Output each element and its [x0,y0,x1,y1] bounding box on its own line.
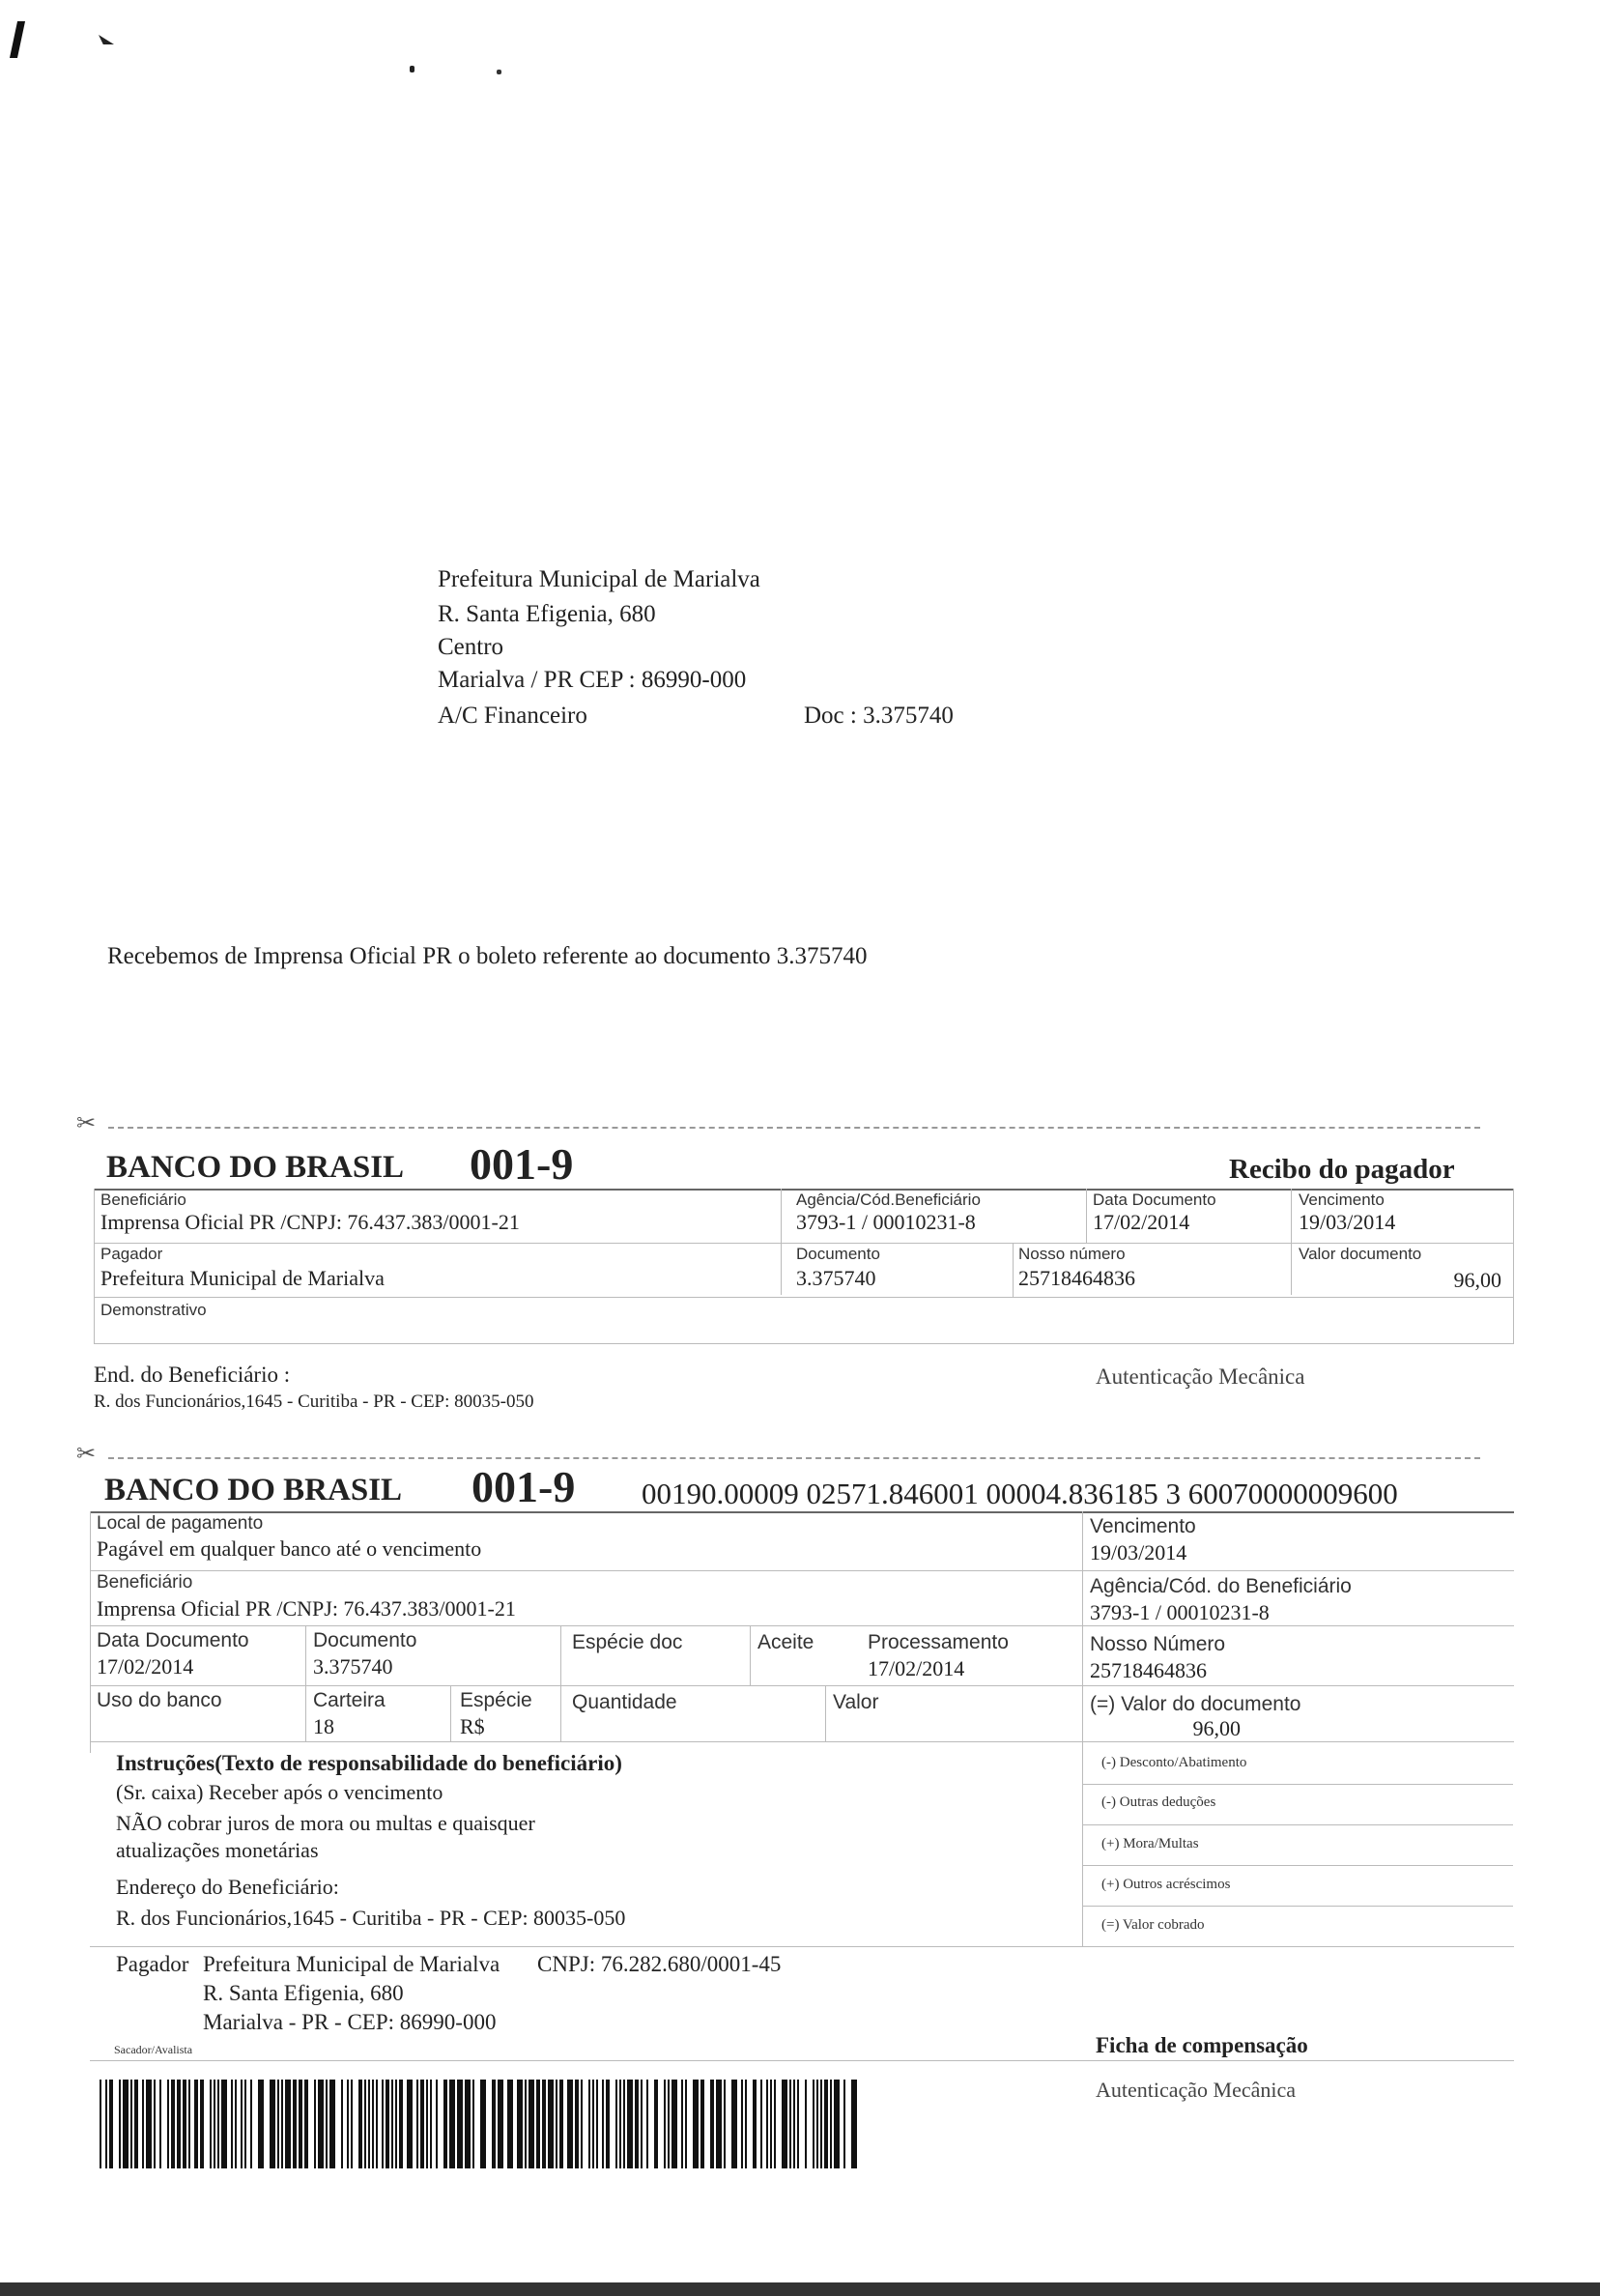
divider [90,2060,1514,2061]
address-district: Centro [438,634,504,660]
divider [90,1625,1514,1626]
barcode-bar [606,2080,610,2168]
vencimento-value: 19/03/2014 [1299,1210,1396,1234]
barcode-bar [304,2080,308,2168]
barcode-bar [492,2080,496,2168]
pagador-cnpj: CNPJ: 76.282.680/0001-45 [537,1952,782,1976]
divider [1082,1865,1513,1866]
barcode-bar [270,2080,275,2168]
barcode-bar [100,2080,101,2168]
address-city: Marialva / PR CEP : 86990-000 [438,667,747,693]
barcode-bar [329,2080,335,2168]
barcode-bar [548,2080,554,2168]
barcode-bar [472,2080,474,2168]
scissors-icon: ✂ [76,1109,97,1136]
sacador-label: Sacador/Avalista [114,2043,193,2056]
barcode-bar [217,2080,219,2168]
agencia-label: Agência/Cód. do Beneficiário [1090,1575,1352,1597]
barcode-bar [194,2080,198,2168]
barcode-bar [277,2080,279,2168]
cut-line [108,1127,1480,1129]
scan-edge [0,2282,1600,2296]
barcode-bar [824,2080,828,2168]
barcode-bar [556,2080,557,2168]
barcode-bar [443,2080,447,2168]
bank-code: 001-9 [471,1462,576,1511]
barcode-bar [109,2080,113,2168]
barcode-bar [641,2080,643,2168]
barcode-bar [399,2080,403,2168]
barcode-bar [623,2080,625,2168]
divider [750,1625,751,1685]
address-doc: Doc : 3.375740 [804,703,954,729]
divider [1513,1189,1514,1343]
barcode-bar [426,2080,428,2168]
barcode-bar [745,2080,747,2168]
barcode-bar [368,2080,370,2168]
barcode-bar [774,2080,776,2168]
barcode-bar [235,2080,237,2168]
carteira-label: Carteira [313,1689,386,1711]
barcode-bar [299,2080,302,2168]
agencia-value: 3793-1 / 00010231-8 [796,1210,976,1234]
barcode-bar [351,2080,353,2168]
data-doc-label: Data Documento [97,1629,249,1651]
quantidade-label: Quantidade [572,1691,677,1713]
pagador-street: R. Santa Efigenia, 680 [203,1981,404,2005]
barcode-bar [789,2080,791,2168]
barcode-bar [793,2080,795,2168]
barcode-bar [130,2080,132,2168]
endereco-label: Endereço do Beneficiário: [116,1875,339,1899]
barcode-bar [851,2080,857,2168]
autenticacao-mecanica: Autenticação Mecânica [1096,1364,1305,1389]
divider [1291,1189,1292,1295]
barcode-bar [449,2080,455,2168]
divider [90,1946,1514,1947]
documento-value: 3.375740 [796,1266,876,1290]
barcode-bar [480,2080,486,2168]
barcode-bar [281,2080,283,2168]
side-item-outros-acrescimos: (+) Outros acréscimos [1101,1877,1231,1892]
barcode-bar [805,2080,807,2168]
barcode-bar [241,2080,243,2168]
barcode-bar [358,2080,362,2168]
barcode-bar [177,2080,181,2168]
barcode-bar [214,2080,215,2168]
barcode-bar [167,2080,169,2168]
demonstrativo-label: Demonstrativo [100,1301,207,1319]
barcode-bar [724,2080,726,2168]
barcode-bar [420,2080,424,2168]
nosso-numero-label: Nosso Número [1090,1633,1226,1655]
processamento-label: Processamento [868,1631,1009,1653]
divider [450,1685,451,1741]
data-doc-label: Data Documento [1093,1191,1216,1209]
documento-label: Documento [796,1245,880,1263]
scissors-icon: ✂ [76,1440,97,1467]
divider [781,1189,782,1295]
instrucoes-line: (Sr. caixa) Receber após o vencimento [116,1780,443,1804]
barcode-bar [646,2080,648,2168]
address-street: R. Santa Efigenia, 680 [438,601,656,627]
barcode-bar [615,2080,617,2168]
divider [1082,1824,1513,1825]
barcode-bar [183,2080,186,2168]
barcode-bar [716,2080,722,2168]
barcode-bar [602,2080,604,2168]
local-pagamento-label: Local de pagamento [97,1513,264,1534]
barcode-bar [596,2080,598,2168]
barcode-bar [382,2080,384,2168]
barcode-bar [188,2080,190,2168]
barcode-bar [671,2080,677,2168]
side-item-valor-cobrado: (=) Valor cobrado [1101,1917,1205,1933]
barcode-bar [457,2080,463,2168]
nosso-numero-value: 25718464836 [1018,1266,1135,1290]
barcode-bar [293,2080,297,2168]
barcode-bar [529,2080,534,2168]
barcode-bar [627,2080,633,2168]
divider [90,1570,1514,1571]
valor-label: Valor documento [1299,1245,1422,1263]
vencimento-value: 19/03/2014 [1090,1540,1187,1564]
divider [94,1243,1514,1244]
barcode-bar [559,2080,563,2168]
barcode-bar [760,2080,762,2168]
barcode-bar [782,2080,787,2168]
address-name: Prefeitura Municipal de Marialva [438,566,760,592]
barcode-bar [105,2080,107,2168]
barcode-bar [341,2080,343,2168]
bank-name: BANCO DO BRASIL [106,1150,405,1185]
barcode-bar [581,2080,583,2168]
linha-digitavel[interactable]: 00190.00009 02571.846001 00004.836185 3 60070000009600 [642,1477,1398,1510]
end-beneficiario-label: End. do Beneficiário : [94,1363,291,1387]
barcode-bar [372,2080,374,2168]
barcode-bar [250,2080,252,2168]
bank-name: BANCO DO BRASIL [104,1473,403,1507]
barcode-bar [685,2080,687,2168]
divider [90,1511,1514,1513]
instrucoes-line: NÃO cobrar juros de mora ou multas e quaisquer [116,1811,535,1835]
pagador-label: Pagador [116,1952,189,1976]
valor-documento-label: (=) Valor do documento [1090,1693,1301,1715]
divider [90,1511,91,1753]
barcode-bar [575,2080,579,2168]
beneficiario-label: Beneficiário [97,1572,193,1593]
barcode-bar [386,2080,389,2168]
processamento-value: 17/02/2014 [868,1656,965,1680]
pagador-city: Marialva - PR - CEP: 86990-000 [203,2010,497,2034]
beneficiario-label: Beneficiário [100,1191,186,1209]
barcode-bar [753,2080,757,2168]
endereco-value: R. dos Funcionários,1645 - Curitiba - PR - CEP: 80035-050 [116,1906,626,1930]
barcode-bar [525,2080,527,2168]
divider [1082,1906,1513,1907]
barcode-bar [221,2080,227,2168]
barcode-bar [314,2080,316,2168]
pagador-label: Pagador [100,1245,163,1263]
divider [94,1189,95,1343]
especie-label: Espécie [460,1689,532,1711]
barcode-bar [592,2080,594,2168]
valor-label: Valor [833,1691,879,1713]
nosso-numero-value: 25718464836 [1090,1658,1207,1682]
beneficiario-value: Imprensa Oficial PR /CNPJ: 76.437.383/0001-21 [100,1210,520,1234]
barcode-bar [567,2080,573,2168]
data-doc-value: 17/02/2014 [1093,1210,1190,1234]
barcode-bar [816,2080,818,2168]
barcode-bar [507,2080,513,2168]
barcode-bar [693,2080,699,2168]
barcode-bar [770,2080,772,2168]
aceite-label: Aceite [757,1631,814,1653]
barcode-bar [430,2080,432,2168]
barcode-bar [244,2080,246,2168]
vencimento-label: Vencimento [1090,1515,1196,1537]
especie-doc-label: Espécie doc [572,1631,683,1653]
address-attn: A/C Financeiro [438,703,587,729]
barcode-bar [326,2080,328,2168]
barcode-bar [119,2080,121,2168]
barcode-bar [766,2080,768,2168]
barcode-bar [123,2080,129,2168]
barcode-bar [146,2080,152,2168]
scan-mark [410,66,414,72]
barcode-bar [210,2080,212,2168]
scan-mark [99,35,114,44]
barcode-bar [465,2080,471,2168]
barcode-bar [635,2080,639,2168]
barcode-bar [171,2080,175,2168]
scan-mark [10,21,25,58]
recibo-title: Recibo do pagador [1229,1154,1455,1185]
carteira-value: 18 [313,1714,334,1738]
receipt-line: Recebemos de Imprensa Oficial PR o boleto referente ao documento 3.375740 [107,943,868,969]
barcode-bar [797,2080,799,2168]
barcode-bar [285,2080,291,2168]
barcode-bar [542,2080,546,2168]
documento-value: 3.375740 [313,1654,393,1679]
bank-code: 001-9 [470,1139,574,1189]
divider [1013,1243,1014,1297]
barcode-bar [681,2080,683,2168]
barcode-bar [498,2080,503,2168]
instrucoes-line: atualizações monetárias [116,1838,319,1862]
side-item-outras-deducoes: (-) Outras deduções [1101,1794,1216,1810]
pagador-value: Prefeitura Municipal de Marialva [203,1952,500,1976]
local-pagamento-value: Pagável em qualquer banco até o vencimento [97,1536,482,1561]
barcode-bar [830,2080,832,2168]
barcode-bar [664,2080,666,2168]
divider [90,1741,1514,1742]
documento-label: Documento [313,1629,417,1651]
uso-banco-label: Uso do banco [97,1689,222,1711]
especie-value: R$ [460,1714,485,1738]
barcode-bar [159,2080,161,2168]
beneficiario-value: Imprensa Oficial PR /CNPJ: 76.437.383/0001-21 [97,1596,516,1621]
barcode [100,2080,863,2168]
side-item-desconto: (-) Desconto/Abatimento [1101,1755,1247,1770]
pagador-value: Prefeitura Municipal de Marialva [100,1266,385,1290]
barcode-bar [391,2080,393,2168]
vencimento-label: Vencimento [1299,1191,1385,1209]
divider [1086,1189,1087,1243]
nosso-numero-label: Nosso número [1018,1245,1126,1263]
barcode-bar [536,2080,540,2168]
barcode-bar [200,2080,204,2168]
divider [1082,1511,1083,1946]
barcode-bar [517,2080,523,2168]
agencia-label: Agência/Cód.Beneficiário [796,1191,981,1209]
valor-value: 96,00 [1453,1268,1501,1292]
side-item-mora-multas: (+) Mora/Multas [1101,1836,1199,1851]
divider [94,1297,1514,1298]
barcode-bar [154,2080,156,2168]
barcode-bar [318,2080,324,2168]
data-doc-value: 17/02/2014 [97,1654,194,1679]
barcode-bar [710,2080,714,2168]
barcode-bar [668,2080,670,2168]
autenticacao-mecanica: Autenticação Mecânica [1096,2078,1297,2102]
barcode-bar [258,2080,264,2168]
barcode-bar [654,2080,658,2168]
barcode-bar [588,2080,590,2168]
barcode-bar [843,2080,845,2168]
barcode-bar [347,2080,349,2168]
barcode-bar [436,2080,438,2168]
barcode-bar [700,2080,704,2168]
barcode-bar [407,2080,413,2168]
barcode-bar [134,2080,138,2168]
valor-documento-value: 96,00 [1192,1716,1241,1740]
barcode-bar [813,2080,814,2168]
barcode-bar [142,2080,144,2168]
barcode-bar [416,2080,418,2168]
divider [305,1625,306,1741]
scan-mark [497,70,501,74]
barcode-bar [741,2080,743,2168]
divider [560,1625,561,1741]
barcode-bar [231,2080,233,2168]
barcode-bar [376,2080,378,2168]
barcode-bar [619,2080,621,2168]
end-beneficiario-value: R. dos Funcionários,1645 - Curitiba - PR - CEP: 80035-050 [94,1392,534,1412]
cut-line [108,1457,1480,1459]
barcode-bar [820,2080,822,2168]
divider [825,1685,826,1741]
barcode-bar [395,2080,397,2168]
divider [90,1685,1514,1686]
agencia-value: 3793-1 / 00010231-8 [1090,1600,1270,1624]
ficha-title: Ficha de compensação [1096,2033,1308,2057]
barcode-bar [364,2080,366,2168]
divider [94,1343,1514,1344]
instrucoes-title: Instruções(Texto de responsabilidade do beneficiário) [116,1751,622,1775]
barcode-bar [834,2080,840,2168]
divider [1082,1784,1513,1785]
barcode-bar [731,2080,737,2168]
